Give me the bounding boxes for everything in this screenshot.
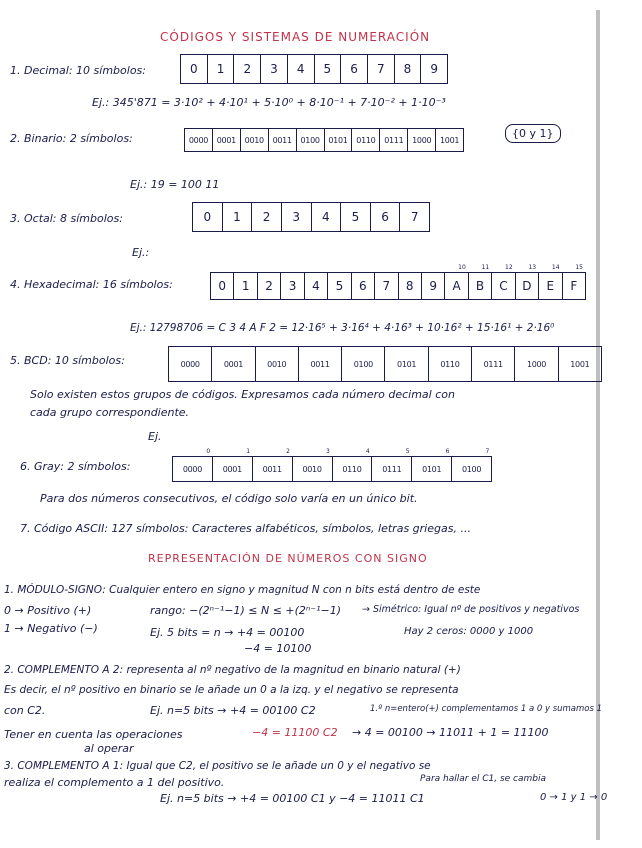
- hexa-cell: E 14: [539, 273, 562, 299]
- hexa-cell: A 10: [445, 273, 468, 299]
- binario-cell: 1000: [408, 129, 436, 151]
- bcd-cell: 0100: [342, 347, 385, 381]
- c2-line-3: con C2.: [4, 704, 46, 717]
- c2-line-2: Es decir, el nº positivo en binario se le añade un 0 a la izq. y el negativo se representa: [4, 684, 459, 696]
- decimal-cell: 4: [288, 55, 315, 83]
- gray-cell: 0010 3: [293, 457, 333, 481]
- c2-warning-2: al operar: [84, 742, 134, 755]
- octal-cell: 2: [252, 203, 282, 231]
- decimal-cell: 0: [181, 55, 208, 83]
- hexa-label: 4. Hexadecimal: 16 símbolos:: [10, 278, 173, 291]
- binario-cell: 1001: [440, 135, 460, 145]
- hexa-cell: 7: [375, 273, 398, 299]
- decimal-row: [180, 54, 448, 84]
- hexa-cell: C 12: [492, 273, 515, 299]
- binario-cell: 0100: [297, 129, 325, 151]
- octal-cell: 7: [410, 210, 419, 224]
- octal-cell: 6: [371, 203, 401, 231]
- gray-cell: 0111 5: [372, 457, 412, 481]
- hexa-cell: 1: [234, 273, 257, 299]
- gray-note: Para dos números consecutivos, el código solo varía en un único bit.: [40, 492, 418, 505]
- c1-hint: Para hallar el C1, se cambia: [420, 774, 546, 784]
- decimal-cell: 1: [208, 55, 235, 83]
- binario-row: [184, 128, 464, 152]
- decimal-cell: 5: [315, 55, 342, 83]
- bcd-cell: 1000: [515, 347, 558, 381]
- bcd-note-2: cada grupo correspondiente.: [30, 406, 190, 419]
- hexa-cell: 9: [422, 273, 445, 299]
- modulo-line-1: 1. MÓDULO-SIGNO: Cualquier entero en signo y magnitud N con n bits está dentro de este: [4, 584, 481, 596]
- decimal-cell: 8: [395, 55, 422, 83]
- modulo-example: Ej. 5 bits = n → +4 = 00100: [150, 626, 305, 639]
- bcd-cell: 0110: [429, 347, 472, 381]
- gray-cell: 0001 1: [213, 457, 253, 481]
- c1-line-1: 3. COMPLEMENTO A 1: Igual que C2, el positivo se le añade un 0 y el negativo se: [4, 760, 431, 772]
- hexa-cell: 5: [328, 273, 351, 299]
- octal-example: Ej.:: [132, 246, 150, 259]
- hexa-cell: B 11: [469, 273, 492, 299]
- modulo-zeros: Hay 2 ceros: 0000 y 1000: [404, 626, 534, 637]
- hexa-example: Ej.: 12798706 = C 3 4 A F 2 = 12·16⁵ + 3·16⁴ + 4·16³ + 10·16² + 15·16¹ + 2·16⁰: [130, 322, 555, 334]
- modulo-negative: 1 → Negativo (−): [4, 622, 98, 635]
- c1-line-2: realiza el complemento a 1 del positivo.: [4, 776, 225, 789]
- binario-symbols-brace: {0 y 1}: [505, 124, 561, 143]
- binario-cell: 0111: [380, 129, 408, 151]
- octal-row: [192, 202, 430, 232]
- octal-cell: 5: [341, 203, 371, 231]
- hexa-cell: 2: [258, 273, 281, 299]
- c2-negative: −4 = 11100 C2: [252, 726, 338, 739]
- decimal-cell: 7: [368, 55, 395, 83]
- bcd-cell: 0000: [169, 347, 212, 381]
- modulo-symmetric: → Simétrico: Igual nº de positivos y negativos: [362, 604, 580, 615]
- octal-cell: 1: [223, 203, 253, 231]
- hexa-cell: 4: [305, 273, 328, 299]
- gray-cell: 0011 2: [253, 457, 293, 481]
- hexa-cell: 8: [399, 273, 422, 299]
- decimal-cell: 2: [234, 55, 261, 83]
- bcd-cell: 0010: [256, 347, 299, 381]
- hexa-cell: 0: [211, 273, 234, 299]
- modulo-positive: 0 → Positivo (+): [4, 604, 92, 617]
- octal-cell: 3: [282, 203, 312, 231]
- gray-cell: 0000 0: [173, 457, 213, 481]
- bcd-cell: 0111: [472, 347, 515, 381]
- gray-cell: 0101 6: [412, 457, 452, 481]
- binario-cell: 0110: [352, 129, 380, 151]
- octal-label: 3. Octal: 8 símbolos:: [10, 212, 123, 225]
- gray-row: [172, 448, 492, 482]
- bcd-example: Ej.: [148, 430, 162, 443]
- decimal-label: 1. Decimal: 10 símbolos:: [10, 64, 146, 77]
- hexa-cell: D 13: [516, 273, 539, 299]
- hexa-row: [210, 264, 586, 300]
- bcd-cell: 0101: [385, 347, 428, 381]
- section-title: REPRESENTACIÓN DE NÚMEROS CON SIGNO: [148, 552, 428, 565]
- bcd-label: 5. BCD: 10 símbolos:: [10, 354, 125, 367]
- octal-cell: 0: [193, 203, 223, 231]
- decimal-cell: 3: [261, 55, 288, 83]
- gray-cell: 0100 7: [461, 448, 489, 474]
- gray-label: 6. Gray: 2 símbolos:: [20, 460, 131, 473]
- bcd-cell: 0001: [212, 347, 255, 381]
- decimal-cell: 9: [430, 62, 438, 76]
- gray-cell: 0110 4: [333, 457, 373, 481]
- ascii-label: 7. Código ASCII: 127 símbolos: Caracteres alfabéticos, símbolos, letras griegas, ...: [20, 522, 471, 535]
- page-title: CÓDIGOS Y SISTEMAS DE NUMERACIÓN: [160, 30, 431, 44]
- c1-example: Ej. n=5 bits → +4 = 00100 C1 y −4 = 11011 C1: [160, 792, 425, 805]
- binario-label: 2. Binario: 2 símbolos:: [10, 132, 133, 145]
- binario-cell: 0010: [241, 129, 269, 151]
- hexa-cell: 6: [352, 273, 375, 299]
- octal-cell: 4: [312, 203, 342, 231]
- c2-calc: → 4 = 00100 → 11011 + 1 = 11100: [352, 726, 549, 739]
- bcd-cell: 1001: [570, 359, 590, 369]
- page-edge: [596, 10, 600, 840]
- modulo-neg-example: −4 = 10100: [244, 642, 312, 655]
- binario-cell: 0101: [325, 129, 353, 151]
- bcd-cell: 0011: [299, 347, 342, 381]
- c2-note: 1.º n=entero(+) complementamos 1 a 0 y sumamos 1: [370, 704, 603, 714]
- bcd-note-1: Solo existen estos grupos de códigos. Expresamos cada número decimal con: [30, 388, 455, 401]
- c2-warning: Tener en cuenta las operaciones: [4, 728, 183, 741]
- modulo-range: rango: −(2ⁿ⁻¹−1) ≤ N ≤ +(2ⁿ⁻¹−1): [150, 604, 342, 617]
- hexa-cell: F 15: [570, 264, 583, 293]
- c2-example: Ej. n=5 bits → +4 = 00100 C2: [150, 704, 316, 717]
- decimal-cell: 6: [341, 55, 368, 83]
- c1-swap: 0 → 1 y 1 → 0: [540, 792, 608, 803]
- binario-cell: 0000: [185, 129, 213, 151]
- decimal-example: Ej.: 345'871 = 3·10² + 4·10¹ + 5·10⁰ + 8·10⁻¹ + 7·10⁻² + 1·10⁻³: [92, 96, 446, 109]
- bcd-row: [168, 346, 602, 382]
- binario-cell: 0011: [269, 129, 297, 151]
- binario-cell: 0001: [213, 129, 241, 151]
- binario-example: Ej.: 19 = 100 11: [130, 178, 220, 191]
- c2-line-1: 2. COMPLEMENTO A 2: representa al nº negativo de la magnitud en binario natural (+): [4, 664, 461, 676]
- hexa-cell: 3: [281, 273, 304, 299]
